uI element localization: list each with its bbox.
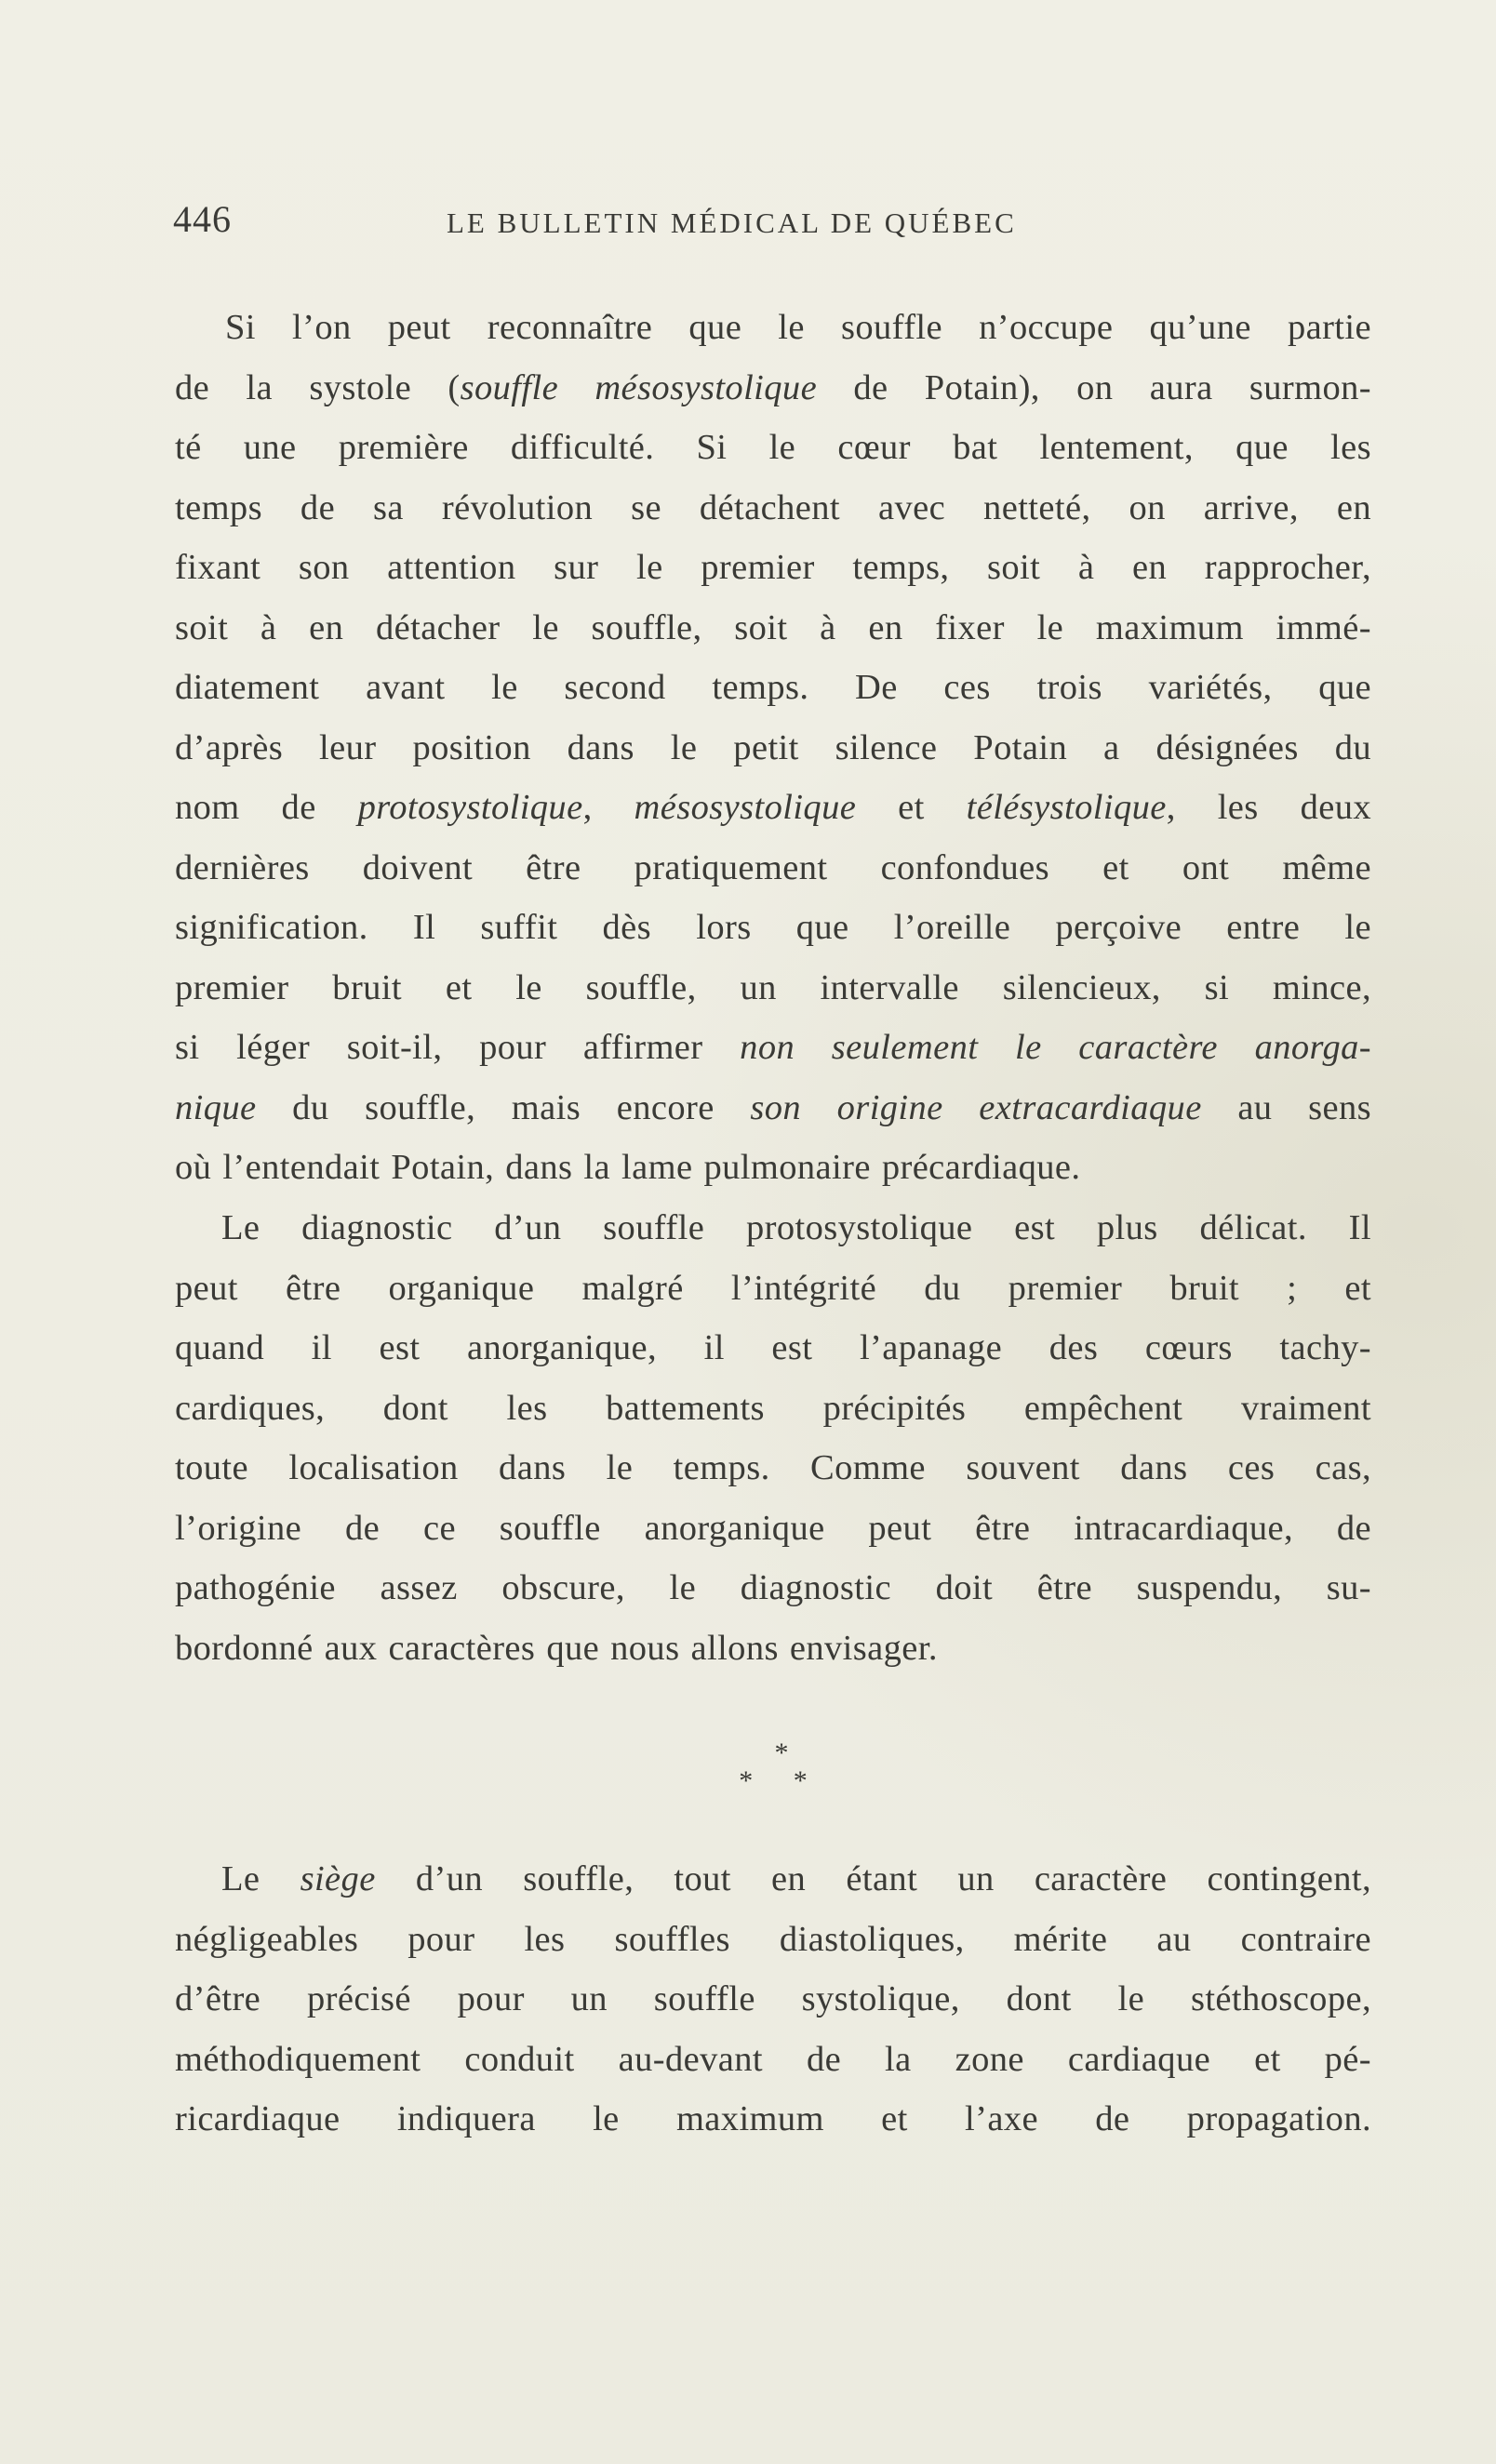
text-run: d’après leur position dans le petit silence Potain a désignées du <box>175 727 1371 767</box>
text-line <box>175 778 1371 838</box>
text-run: de la systole ( <box>175 367 461 407</box>
text-run: té une première difficulté. Si le cœur bat lentement, que les <box>175 428 1371 467</box>
text-run: d’un souffle, tout en étant un caractère contingent, <box>375 1859 1371 1898</box>
page-number: 446 <box>173 198 232 240</box>
italic-run: siège <box>300 1859 376 1898</box>
paragraph-3 <box>175 1849 1371 2150</box>
italic-run: son origine extracardiaque <box>750 1087 1202 1127</box>
text-line <box>175 298 1371 358</box>
text-line <box>175 1018 1371 1078</box>
italic-run: non seulement le caractère anorga- <box>740 1028 1371 1067</box>
text-run: dernières doivent être pratiquement confondues et ont même <box>175 847 1371 887</box>
text-line: peut être organique malgré l’intégrité du premier bruit ; et <box>175 1268 1371 1308</box>
italic-run: nique <box>175 1087 257 1127</box>
text-line: Le diagnostic d’un souffle protosystolique est plus délicat. Il <box>221 1208 1371 1247</box>
text-run: du souffle, mais encore <box>256 1087 751 1127</box>
paragraph-2 <box>175 1198 1371 1678</box>
text-line: bordonné aux caractères que nous allons envisager. <box>175 1628 938 1668</box>
text-run: premier bruit et le souffle, un intervalle silencieux, si mince, <box>175 967 1371 1007</box>
italic-run: souffle mésosystolique <box>460 367 818 407</box>
text-run: , les deux <box>1166 788 1372 827</box>
text-line: cardiques, dont les battements précipités empêchent vraiment <box>175 1388 1371 1428</box>
asterism-top: * <box>774 1738 806 1768</box>
asterism-bottom: * * <box>739 1765 824 1796</box>
text-line <box>175 1969 1371 2030</box>
text-run: négligeables pour les souffles diastoliques, mérite au contraire <box>175 1919 1371 1959</box>
text-line <box>175 1078 1371 1139</box>
text-line <box>175 2089 1371 2150</box>
text-run: au sens <box>1201 1087 1371 1127</box>
italic-run: mésosystolique <box>634 788 857 827</box>
text-run: si léger soit-il, pour affirmer <box>175 1028 741 1067</box>
running-title: LE BULLETIN MÉDICAL DE QUÉBEC <box>447 206 1017 239</box>
text-line <box>175 1910 1371 1970</box>
text-line <box>175 898 1371 958</box>
text-line <box>175 358 1371 419</box>
text-run: et <box>856 788 967 827</box>
text-line <box>175 478 1371 539</box>
text-line: pathogénie assez obscure, le diagnostic doit être suspendu, su- <box>175 1568 1371 1607</box>
text-line <box>175 658 1371 718</box>
text-run: de Potain), on aura surmon- <box>817 367 1371 407</box>
text-run: Le <box>221 1859 301 1898</box>
text-line <box>175 418 1371 478</box>
text-line <box>175 718 1371 779</box>
italic-run: télésystolique <box>966 788 1167 827</box>
paragraph-1 <box>175 298 1371 1198</box>
text-run: fixant son attention sur le premier temps, soit à en rapprocher, <box>175 548 1371 587</box>
text-line <box>175 598 1371 659</box>
text-line <box>175 1849 1371 1910</box>
text-run: ricardiaque indiquera le maximum et l’axe de propagation. <box>175 2099 1371 2138</box>
text-run: où l’entendait Potain, dans la lame pulmonaire précardiaque. <box>175 1148 1081 1187</box>
text-run: méthodiquement conduit au-devant de la zone cardiaque et pé- <box>175 2039 1371 2079</box>
text-line: quand il est anorganique, il est l’apanage des cœurs tachy- <box>175 1328 1371 1367</box>
text-run: diatement avant le second temps. De ces trois variétés, que <box>175 668 1371 707</box>
text-line <box>175 958 1371 1019</box>
text-line <box>175 2030 1371 2090</box>
text-line <box>175 1138 1371 1198</box>
text-run: Si l’on peut reconnaître que le souffle n’occupe qu’une partie <box>225 308 1371 347</box>
text-line <box>175 838 1371 899</box>
page-header <box>173 197 1103 244</box>
text-run: soit à en détacher le souffle, soit à en fixer le maximum immé- <box>175 607 1371 647</box>
text-line: toute localisation dans le temps. Comme souvent dans ces cas, <box>175 1448 1371 1487</box>
italic-run: protosystolique <box>357 788 583 827</box>
text-run: nom de <box>175 788 358 827</box>
text-run: , <box>582 788 634 827</box>
section-separator <box>716 1739 847 1795</box>
text-run: d’être précisé pour un souffle systolique, dont le stéthoscope, <box>175 1979 1371 2018</box>
text-line <box>175 538 1371 598</box>
text-run: temps de sa révolution se détachent avec netteté, on arrive, en <box>175 487 1371 527</box>
text-run: signification. Il suffit dès lors que l’oreille perçoive entre le <box>175 908 1371 947</box>
text-line: l’origine de ce souffle anorganique peut être intracardiaque, de <box>175 1508 1371 1548</box>
